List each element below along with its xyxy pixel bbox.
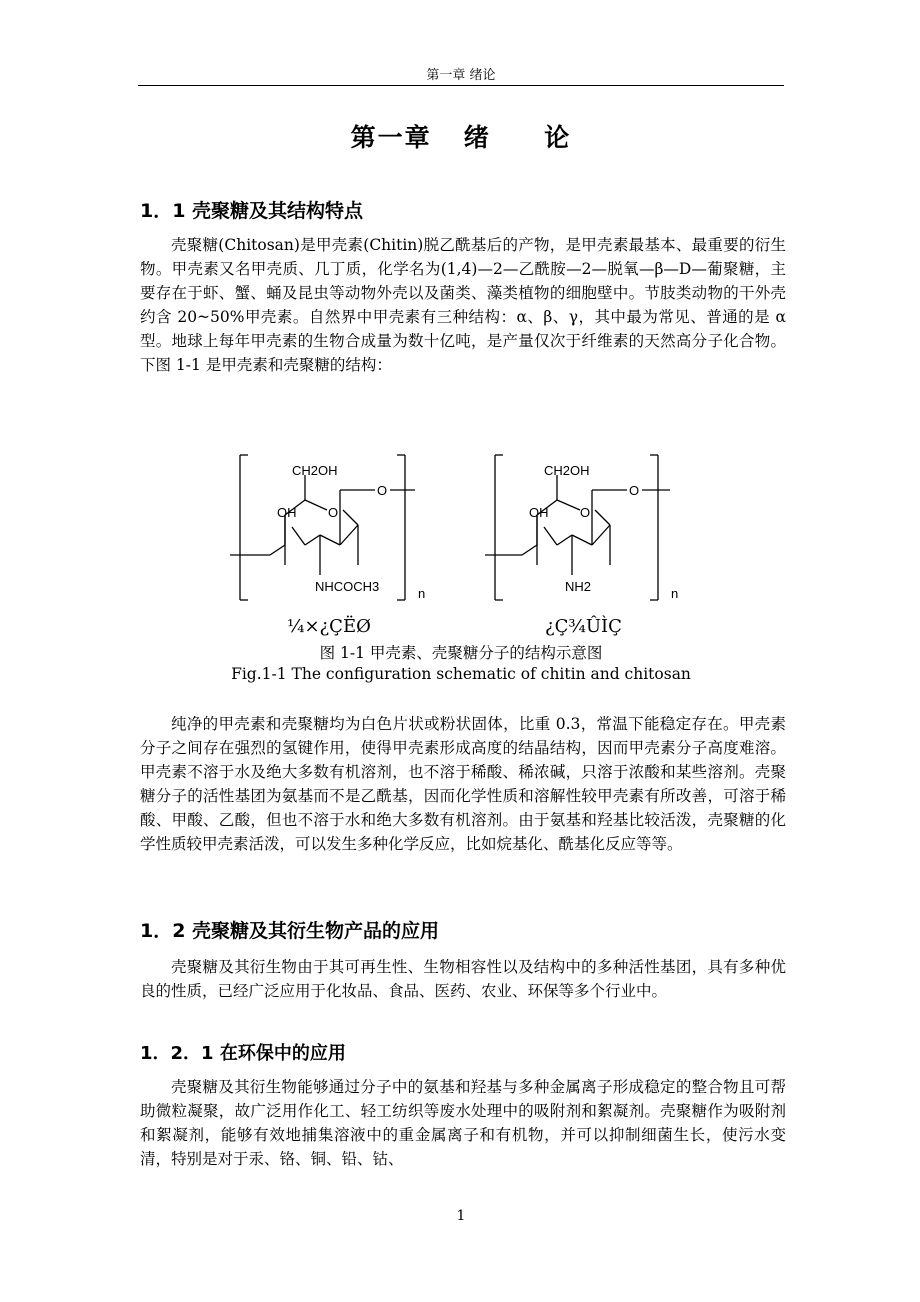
- chitin-amide-label: NHCOCH3: [315, 579, 380, 594]
- section-heading-1-1: 1．1 壳聚糖及其结构特点: [140, 200, 364, 222]
- chitosan-ring-oxygen: O: [580, 505, 591, 520]
- paragraph-properties: 纯净的甲壳素和壳聚糖均为白色片状或粉状固体，比重 0.3，常温下能稳定存在。甲壳素分子之间存在强烈的氢键作用，使得甲壳素形成高度的结晶结构，因而甲壳素分子高度难溶。甲壳素不溶于水及绝大多数有机溶剂，也不溶于稀酸、稀浓碱，只溶于浓酸和某些溶剂。壳聚糖分子的活性基团为氨基而不是乙酰基，因而化学性质和溶解性较甲壳素有所改善，可溶于稀酸、甲酸、乙酸，但也不溶于水和绝大多数有机溶剂。由于氨基和羟基比较活泼，壳聚糖的化学性质较甲壳素活泼，可以发生多种化学反应，比如烷基化、酰基化反应等等。: [140, 715, 786, 853]
- chitosan-oh-label: OH: [529, 505, 549, 520]
- header-rule: [138, 85, 784, 86]
- chitosan-ch2oh-label: CH2OH: [544, 463, 590, 478]
- chitosan-link-oxygen: O: [629, 483, 640, 498]
- running-header: 第一章 绪论: [426, 68, 496, 83]
- section-heading-1-2: 1．2 壳聚糖及其衍生物产品的应用: [140, 920, 440, 942]
- chitin-oh-label: OH: [277, 505, 297, 520]
- chitin-n-label: n: [418, 586, 426, 601]
- paragraph-environmental: 壳聚糖及其衍生物能够通过分子中的氨基和羟基与多种金属离子形成稳定的整合物且可帮助微粒凝聚，故广泛用作化工、轻工纺织等废水处理中的吸附剂和絮凝剂。壳聚糖作为吸附剂和絮凝剂，能够有效地捕集溶液中的重金属离子和有机物，并可以抑制细菌生长，使污水变清，特别是对于汞、铬、铜、铅、钴、: [140, 1078, 786, 1168]
- figure-caption-en: Fig.1-1 The configuration schematic of chitin and chitosan: [231, 665, 691, 683]
- figure-caption-cn: 图 1-1 甲壳素、壳聚糖分子的结构示意图: [319, 644, 603, 662]
- chemical-structure-figure: [230, 445, 700, 615]
- chitin-ring-oxygen: O: [328, 505, 339, 520]
- chitosan-amine-label: NH2: [565, 579, 592, 594]
- chitin-ch2oh-label: CH2OH: [292, 463, 338, 478]
- paragraph-structure: 壳聚糖(Chitosan)是甲壳素(Chitin)脱乙酰基后的产物，是甲壳素最基本、最重要的衍生物。甲壳素又名甲壳质、几丁质，化学名为(1,4)—2—乙酰胺—2—脱氧—β—D—葡聚糖，主要存在于虾、蟹、蛹及昆虫等动物外壳以及菌类、藻类植物的细胞壁中。节肢类动物的干外壳约含 20~50%甲壳素。自然界中甲壳素有三种结构：α、β、γ，其中最为常见、普通的是 α 型。地球上每年甲壳素的生物合成量为数十亿吨，是产量仅次于纤维素的天然高分子化合物。下图 1-1 是甲壳素和壳聚糖的结构：: [140, 236, 786, 374]
- page-number: 1: [456, 1208, 466, 1224]
- chapter-title: 第一章 绪 论: [350, 123, 572, 152]
- paragraph-applications: 壳聚糖及其衍生物由于其可再生性、生物相容性以及结构中的多种活性基团，具有多种优良的性质，已经广泛应用于化妆品、食品、医药、农业、环保等多个行业中。: [140, 958, 786, 1000]
- chitin-garbled-label: ¼×¿ÇËØ: [287, 616, 371, 637]
- chitosan-garbled-label: ¿Ç¾ÛÌÇ: [545, 616, 622, 637]
- chitosan-n-label: n: [671, 586, 679, 601]
- section-heading-1-2-1: 1．2．1 在环保中的应用: [140, 1043, 346, 1064]
- chitin-link-oxygen: O: [377, 483, 388, 498]
